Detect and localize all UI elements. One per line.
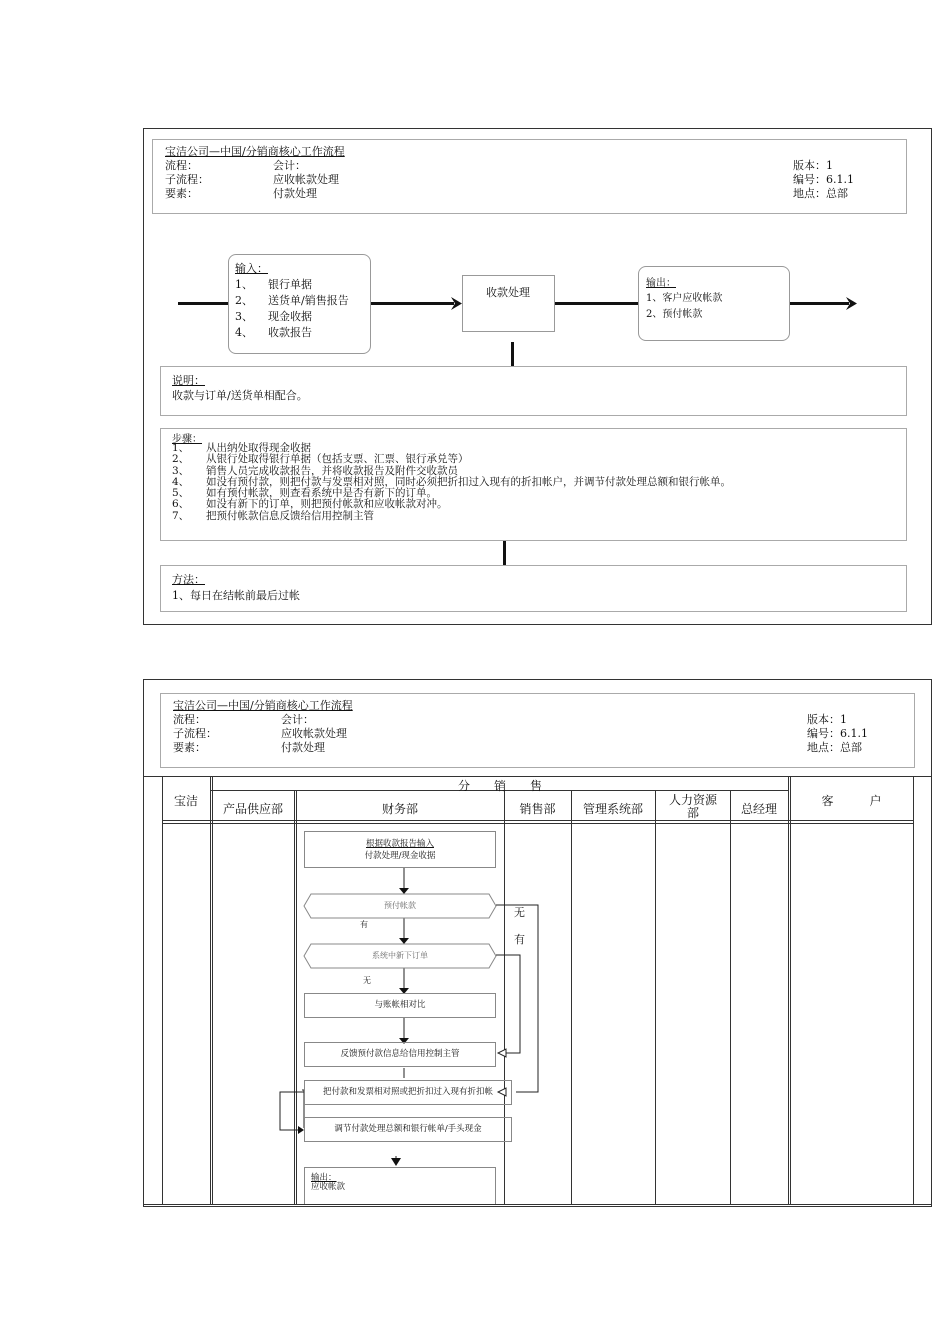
step-item: 4、 如没有预付款，则把付款与发票相对照，同时必须把折扣过入现有的折扣帐户，并调节付款处理总额和银行帐单。 [172, 475, 731, 488]
steps-title: 步骤： [172, 434, 202, 445]
input-item-text: 银行单据 [268, 278, 312, 291]
col-baojie: 宝洁 [173, 794, 198, 808]
col-sales: 销售部 [519, 802, 556, 816]
section2-flow-label: 流程： [173, 713, 206, 726]
section1-subflow-label: 子流程： [165, 173, 209, 186]
flow-box-compare: 与账帐相对比 [304, 993, 496, 1018]
flow-arrow-left-line [178, 302, 228, 305]
method-title: 方法： [172, 573, 205, 586]
section1-subflow-value: 应收帐款处理 [273, 173, 339, 186]
section2-number: 编号：6.1.1 [807, 727, 868, 740]
section2-location: 地点：总部 [807, 741, 862, 754]
col-hr: 人力资源部 [668, 793, 717, 820]
explanation-text: 收款与订单/送货单相配合。 [172, 389, 308, 402]
flow-arrow-mid2-line [554, 302, 638, 305]
input-item-text: 现金收据 [268, 310, 312, 323]
col-customer: 客 户 [821, 794, 882, 808]
section2-version: 版本：1 [807, 713, 847, 726]
step-item: 6、 如没有新下的订单，则把预付帐款和应收帐款对冲。 [172, 498, 448, 511]
method-text: 1、每日在结帐前最后过帐 [172, 589, 300, 602]
process-label: 收款处理 [486, 286, 530, 299]
decision-label: 预付帐款 [384, 901, 416, 910]
section1-element-value: 付款处理 [273, 187, 317, 200]
input-item-text: 送货单/销售报告 [268, 294, 349, 307]
flow-arrow-mid1-line [370, 302, 454, 305]
col-supply: 产品供应部 [222, 802, 283, 816]
steps-list [172, 443, 731, 522]
input-item-num: 3、 [235, 310, 253, 323]
section2-doc-title: 宝洁公司—中国/分销商核心工作流程 [173, 699, 353, 712]
section1-element-label: 要素： [165, 187, 198, 200]
branch-label-wu: 无 [363, 976, 371, 985]
flow-box-feedback: 反馈预付款信息给信用控制主管 [304, 1042, 496, 1067]
grid-line [790, 776, 791, 1204]
input-item-text: 收款报告 [268, 326, 312, 339]
step-item: 2、 从银行处取得银行单据（包括支票、汇票、银行承兑等） [172, 453, 469, 466]
branch-label-wu: 无 [514, 906, 525, 919]
flow-box-match-invoice: 把付款和发票相对照或把折扣过入现有折扣帐 [304, 1080, 512, 1105]
grid-line [730, 790, 731, 1204]
step-item: 1、 从出纳处取得现金收据 [172, 442, 311, 454]
grid-line [655, 790, 656, 1204]
section2-subflow-value: 应收帐款处理 [281, 727, 347, 740]
col-distribution: 分 销 售 [457, 779, 542, 793]
grid-line [143, 1204, 932, 1205]
connector-line [511, 342, 514, 366]
grid-line [210, 776, 211, 1204]
arrowhead-icon [846, 297, 858, 310]
grid-line [162, 820, 914, 821]
branch-label-you: 有 [360, 920, 368, 929]
section1-flow-label: 流程： [165, 159, 198, 172]
section1-flow-value: 会计： [273, 159, 306, 172]
section1-version: 版本：1 [793, 159, 833, 172]
grid-line [571, 790, 572, 1204]
flow-box-output: 输出： 应收帐款 [304, 1167, 496, 1204]
branch-label-you: 有 [514, 933, 525, 946]
output-item: 2、预付帐款 [646, 309, 703, 320]
section2-flow-value: 会计： [281, 713, 314, 726]
input-item-num: 4、 [235, 326, 253, 339]
flow-box-reconcile: 调节付款处理总额和银行帐单/手头现金 [304, 1117, 512, 1142]
input-title: 输入： [235, 262, 268, 275]
section2-element-value: 付款处理 [281, 741, 325, 754]
connector-line [503, 541, 506, 565]
step-item: 7、 把预付帐款信息反馈给信用控制主管 [172, 509, 374, 522]
col-finance: 财务部 [381, 802, 418, 816]
flow-box-input: 根据收款报告输入 付款处理/现金收据 [304, 831, 496, 868]
decision-label: 系统中新下订单 [372, 951, 428, 960]
output-item: 1、客户应收帐款 [646, 293, 723, 304]
section2-subflow-label: 子流程： [173, 727, 217, 740]
process-box [462, 275, 555, 332]
output-title: 输出： [646, 278, 676, 289]
input-item-num: 2、 [235, 294, 253, 307]
section2-element-label: 要素： [173, 741, 206, 754]
grid-line [788, 776, 789, 1204]
section1-number: 编号：6.1.1 [793, 173, 854, 186]
flow-arrow-right-line [789, 302, 849, 305]
col-gm: 总经理 [740, 802, 777, 816]
grid-line [162, 823, 914, 824]
section1-location: 地点：总部 [793, 187, 848, 200]
input-item-num: 1、 [235, 278, 253, 291]
grid-line [162, 776, 163, 1204]
step-item: 3、 销售人员完成收款报告，并将收款报告及附件交收款员 [172, 464, 458, 477]
explanation-title: 说明： [172, 374, 205, 387]
col-mgmt: 管理系统部 [582, 802, 643, 816]
step-item: 5、 如有预付帐款，则查看系统中是否有新下的订单。 [172, 487, 437, 500]
grid-line [212, 776, 213, 1204]
grid-line [913, 776, 914, 1204]
section1-doc-title: 宝洁公司—中国/分销商核心工作流程 [165, 145, 345, 158]
